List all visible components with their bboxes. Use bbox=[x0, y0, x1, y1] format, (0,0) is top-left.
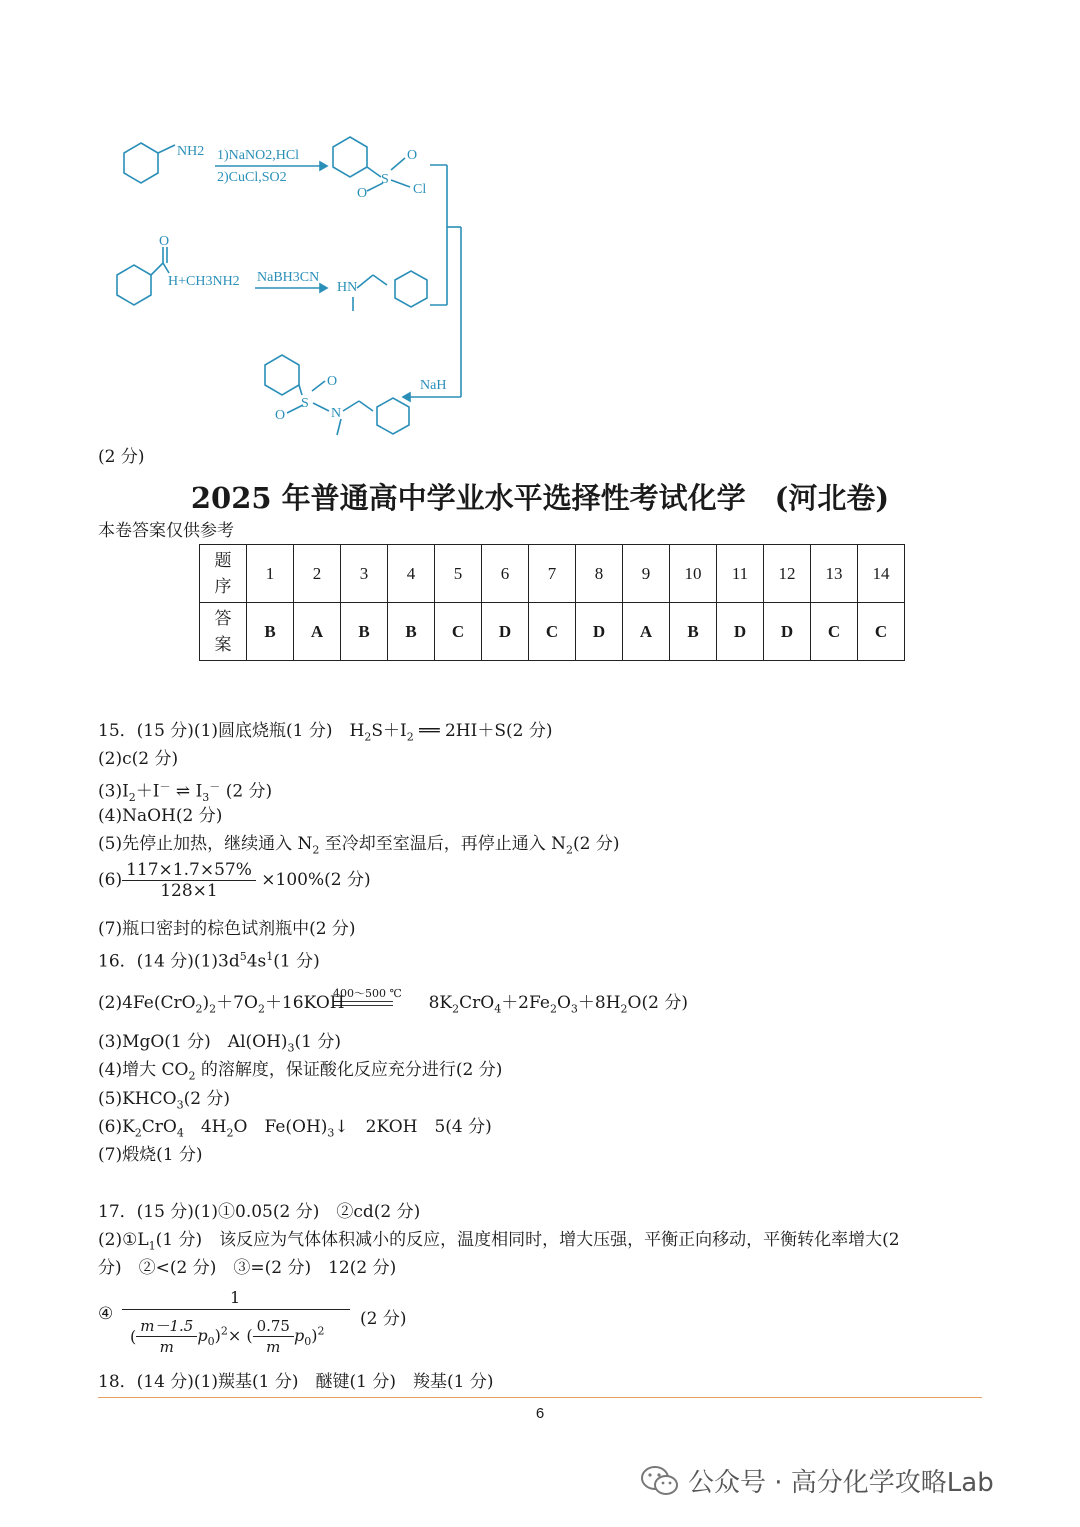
scheme-score: (2 分) bbox=[98, 447, 145, 467]
benzaldehyde-ring bbox=[117, 265, 151, 305]
amine-hn: HN bbox=[337, 280, 358, 295]
table-cell: 4 bbox=[388, 545, 435, 603]
sulfonyl-o-bottom: O bbox=[357, 186, 368, 201]
q17-item4-score: (2 分) bbox=[360, 1309, 407, 1329]
q16-condition: 400～500 ℃ bbox=[333, 987, 402, 1000]
product-phenyl-ring bbox=[265, 355, 299, 395]
table-cell: B bbox=[247, 603, 294, 661]
aldehyde-suffix: H+CH3NH2 bbox=[168, 274, 240, 289]
table-cell: C bbox=[529, 603, 576, 661]
q17-line3: 分) ②<(2 分) ③=(2 分) 12(2 分) bbox=[98, 1258, 397, 1278]
product-n: N bbox=[331, 406, 342, 421]
table-cell: A bbox=[623, 603, 670, 661]
table-cell: 6 bbox=[482, 545, 529, 603]
table-cell: 3 bbox=[341, 545, 388, 603]
q15-line3: $(3)I_2+I^-$ ⇌ $I_3^-$ (2 分) bbox=[98, 780, 273, 805]
table-cell: 8 bbox=[576, 545, 623, 603]
product-s: S bbox=[301, 396, 309, 411]
table-cell: 14 bbox=[858, 545, 905, 603]
table-cell: 13 bbox=[811, 545, 858, 603]
q17-line1: 17．(15 分)(1)①0.05(2 分) ②cd(2 分) bbox=[98, 1202, 421, 1222]
q16-line4: (4)增大 $CO_2$ 的溶解度，保证酸化反应充分进行(2 分) bbox=[98, 1060, 503, 1083]
step3-reagent: NaH bbox=[420, 378, 447, 393]
q15-line6: (6) $\frac{117\times 1.7\times 57\%}{128\times 1}$ ×100%(2 分) bbox=[98, 860, 371, 901]
sulfonyl-s: S bbox=[381, 172, 389, 187]
table-cell: C bbox=[811, 603, 858, 661]
answer-header: 答 案 bbox=[200, 603, 247, 661]
product-benzyl-ring bbox=[377, 398, 409, 434]
q16-line3: (3)MgO(1 分) $Al(OH)_3(1$ 分) bbox=[98, 1032, 342, 1055]
q15-line2: (2)c(2 分) bbox=[98, 749, 179, 769]
q18-line1: 18．(14 分)(1)羰基(1 分) 醚键(1 分) 羧基(1 分) bbox=[98, 1372, 494, 1392]
table-cell: D bbox=[764, 603, 811, 661]
answer-table bbox=[199, 544, 905, 661]
product-o-bottom: O bbox=[275, 408, 286, 423]
fraction-bar bbox=[122, 1309, 350, 1310]
q16-line5: $(5)KHCO_3(2$ 分) bbox=[98, 1089, 231, 1112]
table-cell: B bbox=[341, 603, 388, 661]
step2-reagent: NaBH3CN bbox=[257, 270, 320, 285]
nh2-label: NH2 bbox=[177, 144, 205, 159]
table-cell: B bbox=[670, 603, 717, 661]
footer-divider bbox=[98, 1397, 982, 1398]
table-cell: 9 bbox=[623, 545, 670, 603]
table-cell: 10 bbox=[670, 545, 717, 603]
table-cell: 11 bbox=[717, 545, 764, 603]
q17-fraction-denominator: ( $\frac{m-1.5}{m}$ $p_0)^2\times$ ( $\frac{0.75}{m}$ $p_0)^2$ bbox=[130, 1317, 325, 1356]
q15-line1: 15．(15 分)(1)圆底烧瓶(1 分) $H_2S+I_2$ ══ 2HI＋S(2 分) bbox=[98, 721, 553, 744]
q15-line7: (7)瓶口密封的棕色试剂瓶中(2 分) bbox=[98, 919, 356, 939]
wechat-icon bbox=[640, 1464, 680, 1498]
table-cell: D bbox=[482, 603, 529, 661]
q16-line7: (7)煅烧(1 分) bbox=[98, 1145, 203, 1165]
table-cell: C bbox=[858, 603, 905, 661]
q16-line2: $(2)4Fe(CrO_2)_2+7O_2+16KOH$ $8K_2CrO_4+2Fe_2O_3+8H_2O(2$ 分) bbox=[98, 993, 688, 1016]
product-o-top: O bbox=[327, 374, 338, 389]
question-number-row bbox=[200, 545, 905, 603]
q15-line4: (4)NaOH(2 分) bbox=[98, 806, 223, 826]
watermark-text: 公众号 · 高分化学攻略Lab bbox=[688, 1468, 994, 1498]
benzyl-ring bbox=[395, 271, 427, 307]
page-title: 2025 年普通高中学业水平选择性考试化学 (河北卷) bbox=[190, 481, 890, 515]
q17-item4-marker: ④ bbox=[98, 1304, 114, 1324]
table-cell: 7 bbox=[529, 545, 576, 603]
carbonyl-o: O bbox=[159, 234, 170, 249]
table-cell: C bbox=[435, 603, 482, 661]
sulfonyl-o-top: O bbox=[407, 148, 418, 163]
step1-reagent-b: 2)CuCl,SO2 bbox=[217, 170, 287, 185]
watermark bbox=[640, 1462, 994, 1499]
answer-row bbox=[200, 603, 905, 661]
table-cell: 12 bbox=[764, 545, 811, 603]
q16-line1: 16．(14 分)$(1)3d^54s^1(1$ 分) bbox=[98, 950, 320, 972]
table-cell: B bbox=[388, 603, 435, 661]
reaction-scheme bbox=[95, 125, 475, 445]
sulfonyl-chloride-ring bbox=[333, 137, 367, 177]
page-number: 6 bbox=[535, 1405, 545, 1422]
table-cell: D bbox=[717, 603, 764, 661]
fraction: $\frac{117\times 1.7\times 57\%}{128\times 1}$ bbox=[122, 860, 256, 901]
q15-line5: (5)先停止加热，继续通入 $N_2$ 至冷却至室温后，再停止通入 $N_2(2$ 分) bbox=[98, 834, 620, 857]
table-cell: A bbox=[294, 603, 341, 661]
reference-note: 本卷答案仅供参考 bbox=[98, 521, 234, 541]
q17-fraction-numerator: 1 bbox=[230, 1288, 241, 1307]
table-cell: D bbox=[576, 603, 623, 661]
sulfonyl-cl: Cl bbox=[413, 182, 427, 197]
table-cell: 5 bbox=[435, 545, 482, 603]
question-number-header: 题 序 bbox=[200, 545, 247, 603]
q17-line2: $(2)①L_1(1$ 分) 该反应为气体体积减小的反应，温度相同时，增大压强，平衡正向移动，平衡转化率增大(2 bbox=[98, 1230, 900, 1253]
aniline-ring bbox=[124, 143, 158, 183]
table-cell: 2 bbox=[294, 545, 341, 603]
q16-line6: $(6)K_2CrO_4$ $4H_2O$ $Fe(OH)_3↓$ 2KOH 5(4 分) bbox=[98, 1117, 492, 1140]
table-cell: 1 bbox=[247, 545, 294, 603]
step1-reagent-a: 1)NaNO2,HCl bbox=[217, 148, 300, 163]
